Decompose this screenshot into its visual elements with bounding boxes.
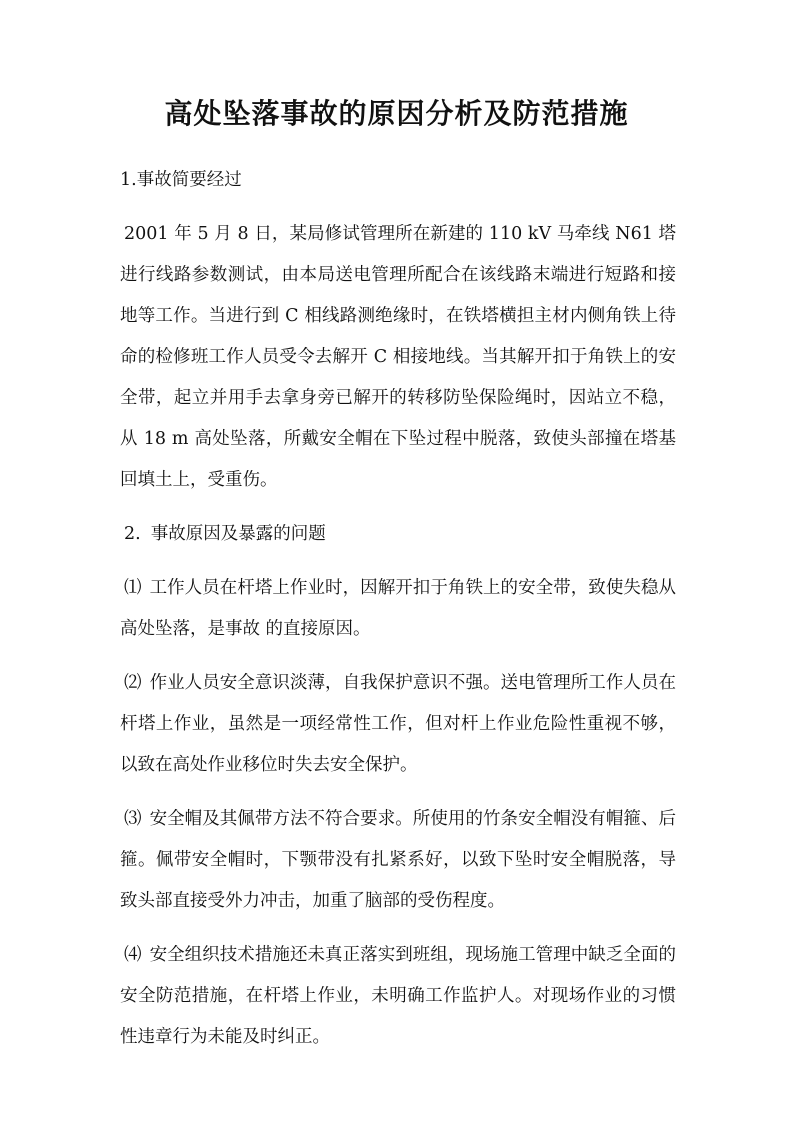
list-item-3 — [120, 799, 676, 922]
list-item-3-text: 安全帽及其佩带方法不符合要求。所使用的竹条安全帽没有帽箍、后箍。佩带安全帽时，下颚带没有扎紧系好，以致下坠时安全帽脱落，导致头部直接受外力冲击，加重了脑部的受伤程度。 — [120, 809, 677, 911]
list-item-2-text: 作业人员安全意识淡薄，自我保护意识不强。送电管理所工作人员在杆塔上作业，虽然是一项经常性工作，但对杆上作业危险性重视不够，以致在高处作业移位时失去安全保护。 — [120, 673, 677, 775]
document-body — [120, 160, 676, 1071]
list-item-3-number: ⑶ — [124, 809, 142, 829]
section-2-heading — [120, 514, 676, 555]
section-2-number: 2. — [124, 524, 141, 544]
section-2-title: 事故原因及暴露的问题 — [150, 524, 326, 544]
list-item-1-text: 工作人员在杆塔上作业时，因解开扣于角铁上的安全带，致使失稳从高处坠落，是事故 的直接原因。 — [120, 578, 677, 639]
section-1-paragraph: 2001 年 5 月 8 日，某局修试管理所在新建的 110 kV 马牵线 N61 塔进行线路参数测试，由本局送电管理所配合在该线路末端进行短路和接地等工作。当进行到 C 相线路测绝缘时，在铁塔横担主材内侧角铁上待命的检修班工作人员受令去解开 C 相接地线。当其解开扣于角铁上的安全带，起立并用手去拿身旁已解开的转移防坠保险绳时，因站立不稳，从 18 m 高处坠落，所戴安全帽在下坠过程中脱落，致使头部撞在塔基回填土上，受重伤。 — [120, 224, 676, 490]
list-item-2 — [120, 663, 676, 786]
list-item-4-text: 安全组织技术措施还未真正落实到班组，现场施工管理中缺乏全面的安全防范措施，在杆塔上作业，未明确工作监护人。对现场作业的习惯性违章行为未能及时纠正。 — [120, 945, 677, 1047]
section-1-heading: 1.事故简要经过 — [120, 170, 242, 190]
list-item-1-number: ⑴ — [124, 578, 142, 598]
list-item-4-number: ⑷ — [124, 945, 142, 965]
list-item-1 — [120, 568, 676, 650]
document-title: 高处坠落事故的原因分析及防范措施 — [164, 97, 629, 130]
list-item-4 — [120, 935, 676, 1058]
list-item-2-number: ⑵ — [124, 673, 142, 693]
